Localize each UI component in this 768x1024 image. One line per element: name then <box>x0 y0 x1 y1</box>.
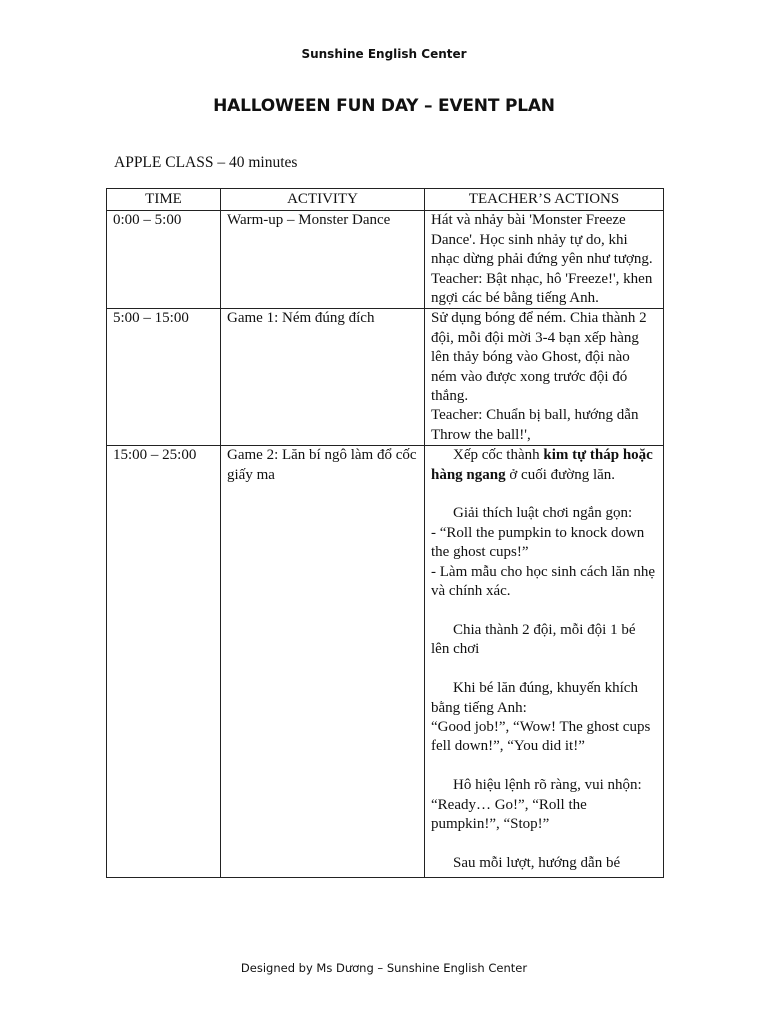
action-text: Giải thích luật chơi ngắn gọn: <box>453 505 633 522</box>
teacher-actions-cell <box>425 446 664 877</box>
action-text: ở cuối đường lăn. <box>505 466 616 483</box>
center-header: Sunshine English Center <box>301 47 467 61</box>
table-row <box>107 446 664 877</box>
class-subtitle: APPLE CLASS – 40 minutes <box>114 154 298 171</box>
action-text: “Ready… Go!”, “Roll the pumpkin!”, “Stop!” <box>431 796 587 832</box>
activity-cell: Game 1: Ném đúng đích <box>221 309 425 446</box>
action-text: - “Roll the pumpkin to knock down the ghost cups!” <box>431 524 645 561</box>
event-plan-table <box>106 188 664 878</box>
time-cell: 5:00 – 15:00 <box>107 309 221 446</box>
action-text: Teacher: Bật nhạc, hô 'Freeze!', khen ngợi các bé bằng tiếng Anh. <box>431 270 653 307</box>
page-footer: Designed by Ms Dương – Sunshine English Center <box>240 961 528 975</box>
column-header-teacher-actions: TEACHER’S ACTIONS <box>425 189 664 211</box>
action-text: Sau mỗi lượt, hướng dẫn bé <box>453 854 621 871</box>
action-text: Teacher: Chuẩn bị ball, hướng dẫn Throw the ball!', <box>431 407 639 443</box>
activity-cell: Game 2: Lăn bí ngô làm đổ cốc giấy ma <box>221 446 425 877</box>
action-bold-text: kim tự tháp hoặc hàng ngang <box>431 447 653 483</box>
table-row <box>107 211 664 309</box>
action-text: - Làm mẫu cho học sinh cách lăn nhẹ và chính xác. <box>431 563 656 600</box>
column-header-activity: ACTIVITY <box>221 189 425 211</box>
action-text: Chia thành 2 đội, mỗi đội 1 bé lên chơi <box>431 621 636 658</box>
action-text: Khi bé lăn đúng, khuyến khích bằng tiếng Anh: <box>431 680 638 716</box>
action-text: Hát và nhảy bài 'Monster Freeze Dance'. Học sinh nhảy tự do, khi nhạc dừng phải đứng yên như tượng. <box>431 212 653 268</box>
table-header-row <box>107 189 664 211</box>
action-text: Sử dụng bóng để ném. Chia thành 2 đội, mỗi đội mời 3-4 bạn xếp hàng lên thảy bóng vào Ghost, đội nào ném vào được xong trước đội đó thắng. <box>431 310 647 405</box>
activity-cell: Warm-up – Monster Dance <box>221 211 425 309</box>
action-text: “Good job!”, “Wow! The ghost cups fell down!”, “You did it!” <box>431 718 651 755</box>
teacher-actions-cell <box>425 309 664 446</box>
time-cell: 0:00 – 5:00 <box>107 211 221 309</box>
action-paragraph <box>431 446 657 485</box>
action-text: Xếp cốc thành <box>453 447 544 464</box>
teacher-actions-cell <box>425 211 664 309</box>
column-header-time: TIME <box>107 189 221 211</box>
time-cell: 15:00 – 25:00 <box>107 446 221 877</box>
table-row <box>107 309 664 446</box>
action-text: Hô hiệu lệnh rõ ràng, vui nhộn: <box>453 777 642 794</box>
page-title: HALLOWEEN FUN DAY – EVENT PLAN <box>213 96 555 116</box>
